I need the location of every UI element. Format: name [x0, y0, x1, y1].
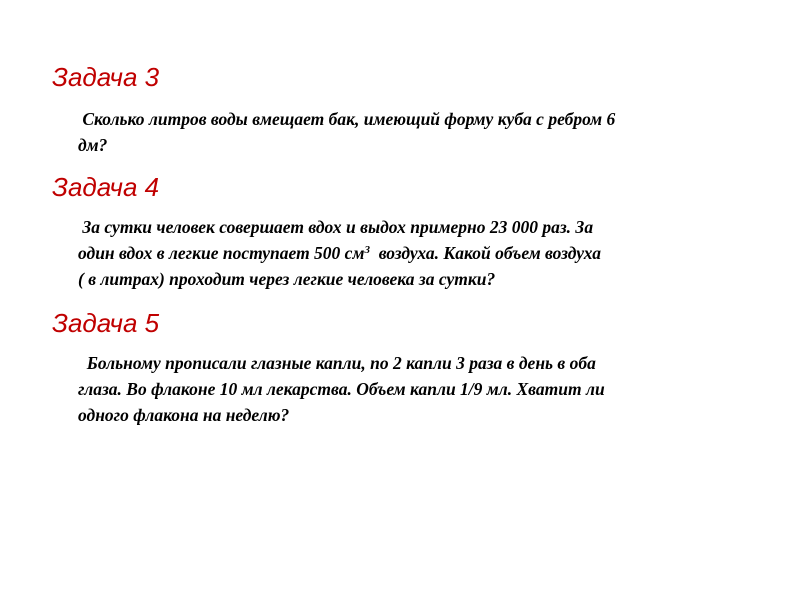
task-5-line-2: глаза. Во флаконе 10 мл лекарства. Объем капли 1/9 мл. Хватит ли	[78, 379, 605, 399]
task-3-text	[78, 106, 778, 158]
task-4-heading: Задача 4	[52, 172, 160, 202]
task-4-text	[78, 214, 778, 292]
task-4-line-1: За сутки человек совершает вдох и выдох примерно 23 000 раз. За	[78, 217, 594, 237]
task-4-line-2-rest: воздуха. Какой объем воздуха	[369, 243, 602, 263]
task-3-line-2: дм?	[78, 135, 108, 155]
task-4-line-2	[78, 240, 778, 266]
task-5-text	[78, 350, 778, 428]
task-4-line-3: ( в литрах) проходит через легкие человека за сутки?	[78, 269, 496, 289]
task-3-heading: Задача 3	[52, 62, 160, 92]
task-5-line-1: Больному прописали глазные капли, по 2 капли 3 раза в день в оба	[78, 353, 596, 373]
task-5-line-3: одного флакона на неделю?	[78, 405, 290, 425]
task-3-line-1: Сколько литров воды вмещает бак, имеющий форму куба с ребром 6	[78, 109, 616, 129]
task-4-line-2-text: один вдох в легкие поступает 500 см	[78, 243, 365, 263]
cubed-superscript: 3	[364, 244, 370, 256]
task-5-heading: Задача 5	[52, 308, 160, 338]
